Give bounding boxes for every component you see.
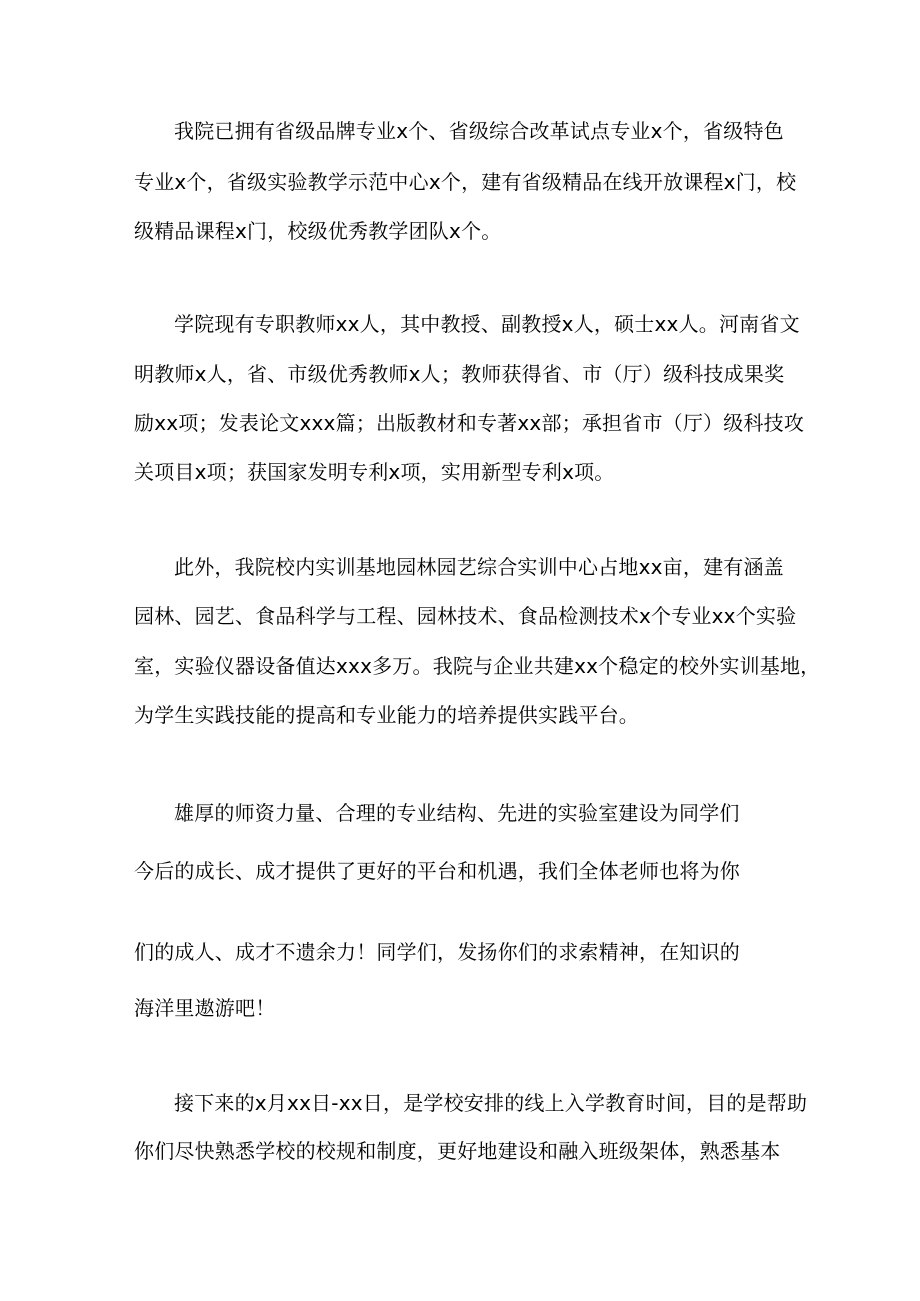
paragraph-3-line-3: 室，实验仪器设备值达xxx多万。我院与企业共建xx个稳定的校外实训基地， [134,654,821,678]
paragraph-3-line-1: 此外，我院校内实训基地园林园艺综合实训中心占地xx亩，建有涵盖 [174,555,784,579]
paragraph-5-line-2: 你们尽快熟悉学校的校规和制度，更好地建设和融入班级架体，熟悉基本 [134,1139,781,1163]
paragraph-1-line-3: 级精品课程x门，校级优秀教学团队x个。 [134,219,502,243]
paragraph-3-line-2: 园林、园艺、食品科学与工程、园林技术、食品检测技术x个专业xx个实验 [134,604,797,628]
paragraph-4-line-4: 海洋里遨游吧！ [134,996,276,1020]
paragraph-2-line-1: 学院现有专职教师xx人，其中教授、副教授x人，硕士xx人。河南省文 [174,312,800,336]
paragraph-1-line-2: 专业x个，省级实验教学示范中心x个，建有省级精品在线开放课程x门，校 [134,170,797,194]
paragraph-4-line-1: 雄厚的师资力量、合理的专业结构、先进的实验室建设为同学们 [174,801,740,825]
paragraph-5-line-1: 接下来的x月xx日-xx日，是学校安排的线上入学教育时间，目的是帮助 [174,1091,808,1115]
paragraph-3-line-4: 为学生实践技能的提高和专业能力的培养提供实践平台。 [134,703,639,727]
paragraph-1-line-1: 我院已拥有省级品牌专业x个、省级综合改革试点专业x个，省级特色 [174,119,784,143]
paragraph-2-line-2: 明教师x人，省、市级优秀教师x人；教师获得省、市（厅）级科技成果奖 [134,362,785,386]
paragraph-2-line-3: 励xx项；发表论文xxx篇；出版教材和专著xx部；承担省市（厅）级科技攻 [134,411,805,435]
paragraph-4-line-2: 今后的成长、成才提供了更好的平台和机遇，我们全体老师也将为你 [134,859,740,883]
paragraph-2-line-4: 关项目x项；获国家发明专利x项，实用新型专利x项。 [134,460,615,484]
paragraph-4-line-3: 们的成人、成才不遗余力！同学们，发扬你们的求索精神，在知识的 [134,940,740,964]
